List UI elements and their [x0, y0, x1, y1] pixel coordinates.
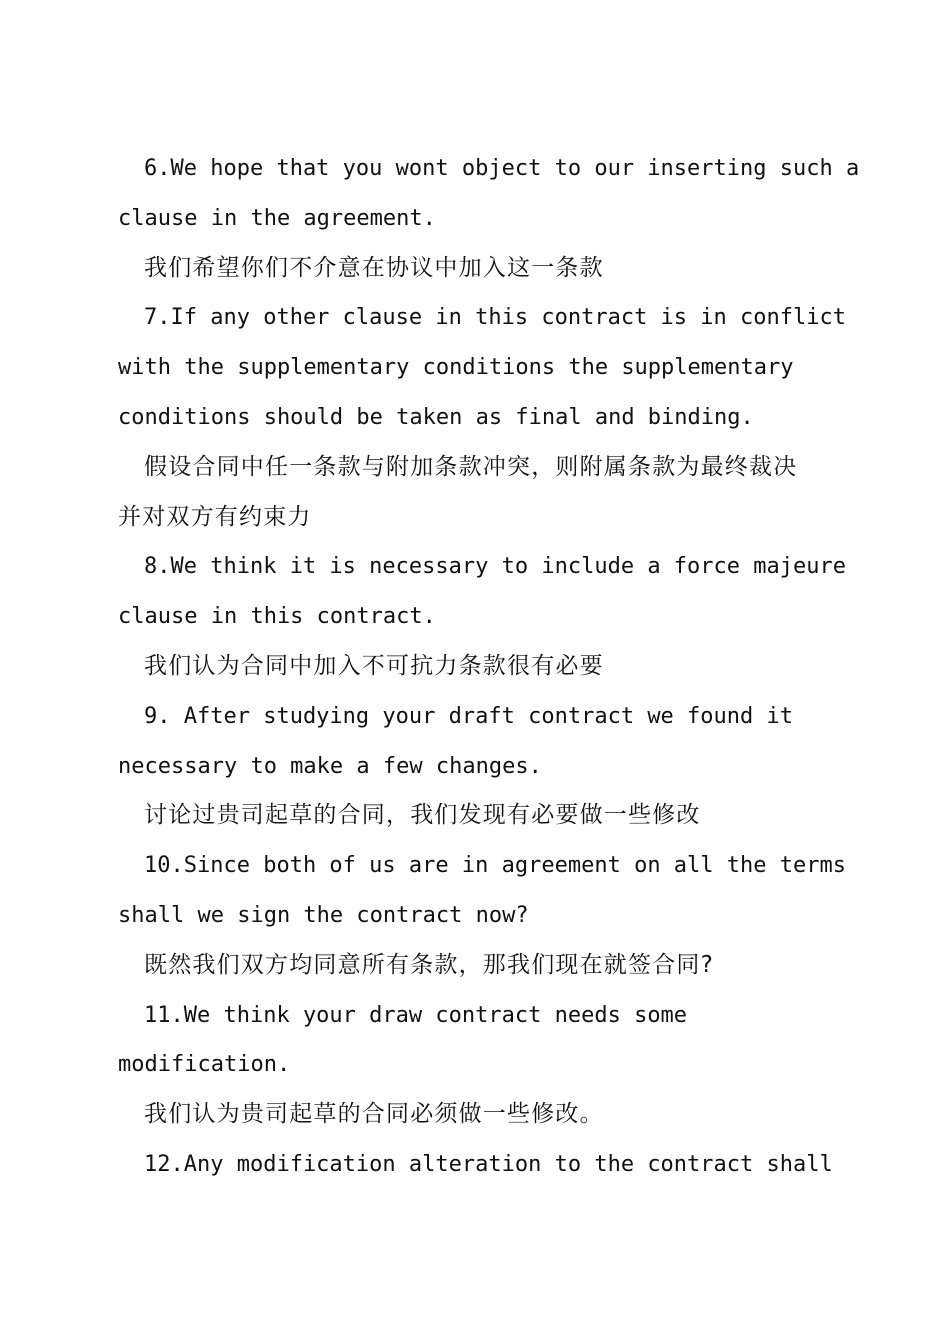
text-line: 12.Any modification alteration to the contract shall: [144, 1151, 833, 1177]
text-line: 我们希望你们不介意在协议中加入这一条款: [144, 254, 604, 281]
text-line: clause in the agreement.: [118, 205, 436, 231]
text-line: modification.: [118, 1052, 291, 1078]
text-line: 我们认为合同中加入不可抗力条款很有必要: [144, 652, 604, 679]
text-line: 7.If any other clause in this contract is in conflict: [144, 305, 846, 331]
text-line: with the supplementary conditions the supplementary: [118, 355, 794, 381]
text-line: 6.We hope that you wont object to our inserting such a: [144, 156, 860, 181]
text-line: shall we sign the contract now?: [118, 902, 529, 928]
text-line: 并对双方有约束力: [118, 503, 312, 530]
text-line: 我们认为贵司起草的合同必须做一些修改。: [144, 1101, 604, 1128]
text-line: 9. After studying your draft contract we found it: [144, 703, 794, 729]
text-line: conditions should be taken as final and binding.: [118, 404, 754, 430]
document-page: [118, 144, 860, 1190]
text-line: 10.Since both of us are in agreement on all the terms: [144, 853, 846, 879]
text-line: 讨论过贵司起草的合同，我们发现有必要做一些修改: [144, 802, 701, 829]
text-line: necessary to make a few changes.: [118, 753, 542, 779]
text-line: 11.We think your draw contract needs some: [144, 1002, 688, 1028]
text-line: clause in this contract.: [118, 604, 436, 630]
text-line: 8.We think it is necessary to include a force majeure: [144, 554, 846, 580]
text-line: 既然我们双方均同意所有条款，那我们现在就签合同?: [144, 951, 715, 978]
text-line: 假设合同中任一条款与附加条款冲突，则附属条款为最终裁决: [144, 453, 798, 480]
